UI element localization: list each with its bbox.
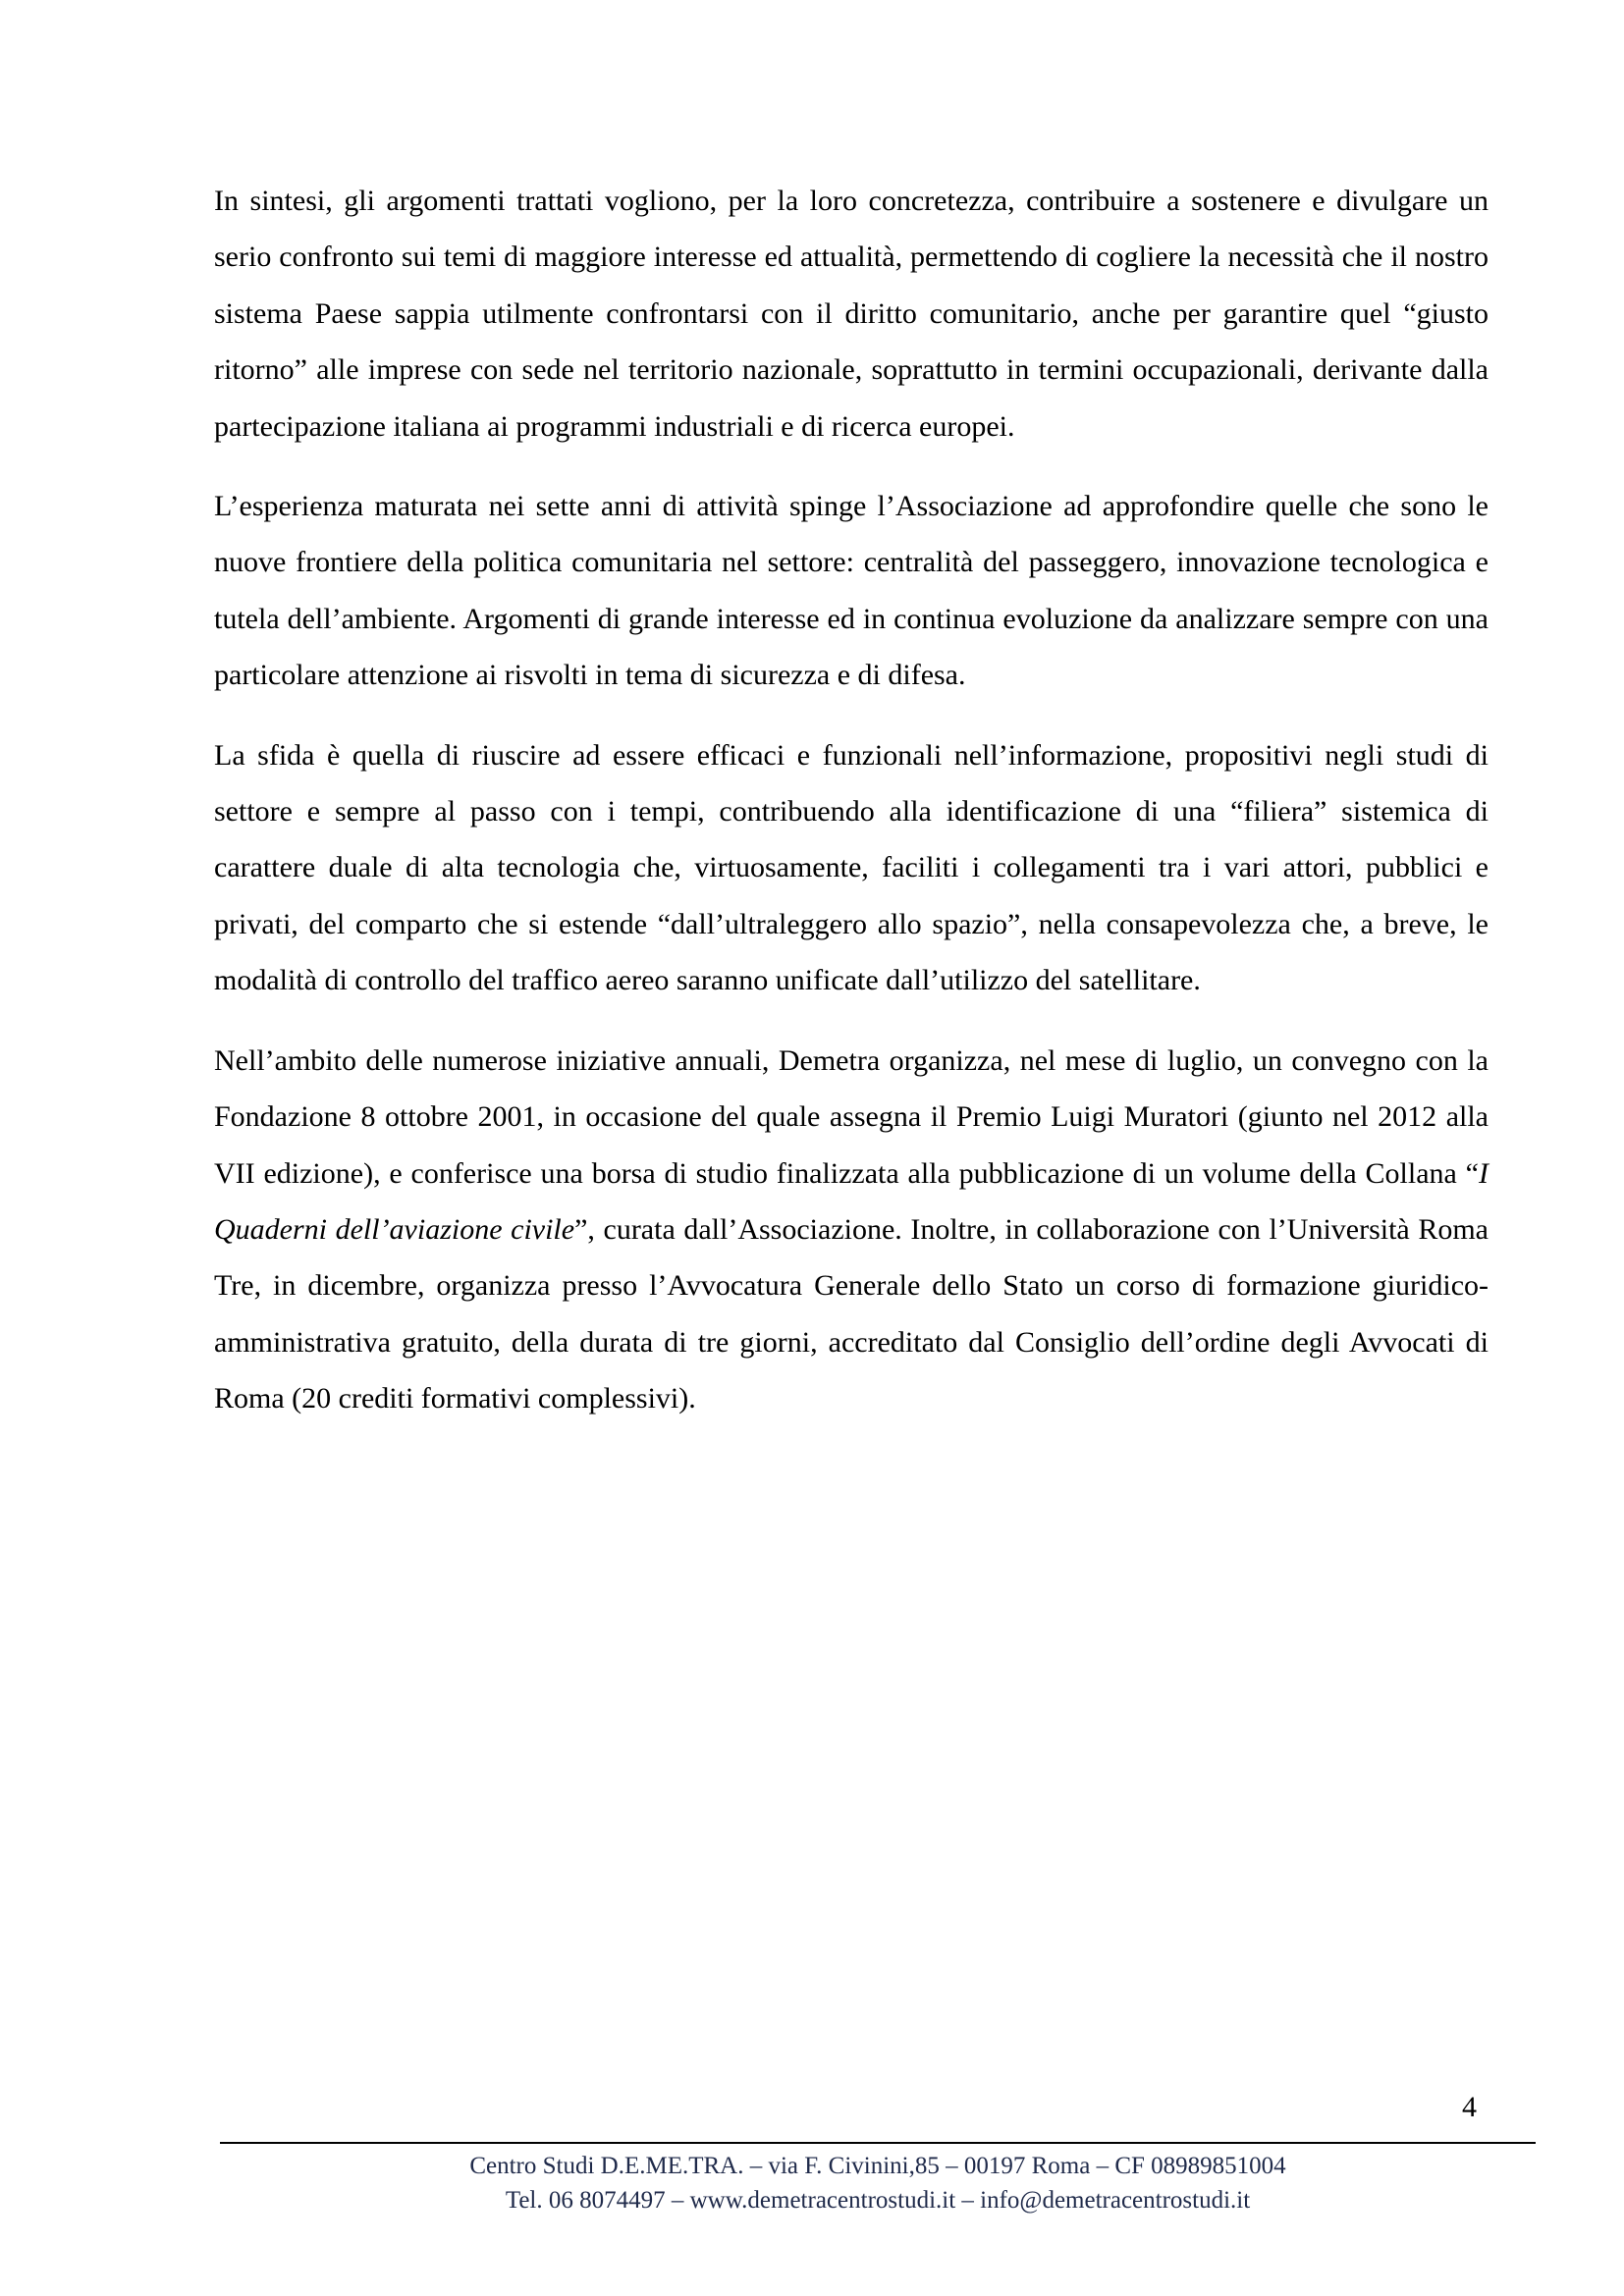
collana-title: I Quaderni dell’aviazione civile bbox=[214, 1156, 1489, 1246]
paragraph-initiatives bbox=[214, 1033, 1489, 1427]
paragraph-experience: L’esperienza maturata nei sette anni di attività spinge l’Associazione ad approfondire quelle che sono le nuove frontiere della politica comunitaria nel settore: centralità del passeggero, innovazione tecnologica e tutela dell’ambiente. Argomenti di grande interesse ed in continua evoluzione da analizzare sempre con una particolare attenzione ai risvolti in tema di sicurezza e di difesa. bbox=[214, 490, 1489, 692]
paragraph-initiatives-text-start: Nell’ambito delle numerose iniziative annuali, Demetra organizza, nel mese di luglio, un convegno con la Fondazione 8 ottobre 2001, in occasione del quale assegna il Premio Luigi Muratori (giunto nel 2012 alla VII edizione), e conferisce una borsa di studio finalizzata alla pubblicazione di un volume della Collana “ bbox=[214, 1043, 1489, 1190]
page-number: 4 bbox=[1462, 2091, 1477, 2123]
footer-divider bbox=[220, 2142, 1536, 2144]
page-footer bbox=[220, 2149, 1536, 2217]
paragraph-initiatives-text-end: ”, curata dall’Associazione. Inoltre, in collaborazione con l’Università Roma Tre, in dicembre, organizza presso l’Avvocatura Generale dello Stato un corso di formazione giuridico-amministrativa gratuito, della durata di tre giorni, accreditato dal Consiglio dell’ordine degli Avvocati di Roma (20 crediti formativi complessivi). bbox=[214, 1212, 1489, 1415]
footer-address: Centro Studi D.E.ME.TRA. – via F. Civinini,85 – 00197 Roma – CF 08989851004 bbox=[469, 2153, 1286, 2179]
paragraph-challenge: La sfida è quella di riuscire ad essere efficaci e funzionali nell’informazione, propositivi negli studi di settore e sempre al passo con i tempi, contribuendo alla identificazione di una “filiera” sistemica di carattere duale di alta tecnologia che, virtuosamente, faciliti i collegamenti tra i vari attori, pubblici e privati, del comparto che si estende “dall’ultraleggero allo spazio”, nella consapevolezza che, a breve, le modalità di controllo del traffico aereo saranno unificate dall’utilizzo del satellitare. bbox=[214, 738, 1489, 997]
footer-contacts: Tel. 06 8074497 – www.demetracentrostudi.it – info@demetracentrostudi.it bbox=[505, 2187, 1251, 2214]
document-body bbox=[214, 173, 1489, 1451]
paragraph-intro: In sintesi, gli argomenti trattati vogliono, per la loro concretezza, contribuire a sostenere e divulgare un serio confronto sui temi di maggiore interesse ed attualità, permettendo di cogliere la necessità che il nostro sistema Paese sappia utilmente confrontarsi con il diritto comunitario, anche per garantire quel “giusto ritorno” alle imprese con sede nel territorio nazionale, soprattutto in termini occupazionali, derivante dalla partecipazione italiana ai programmi industriali e di ricerca europei. bbox=[214, 185, 1489, 443]
